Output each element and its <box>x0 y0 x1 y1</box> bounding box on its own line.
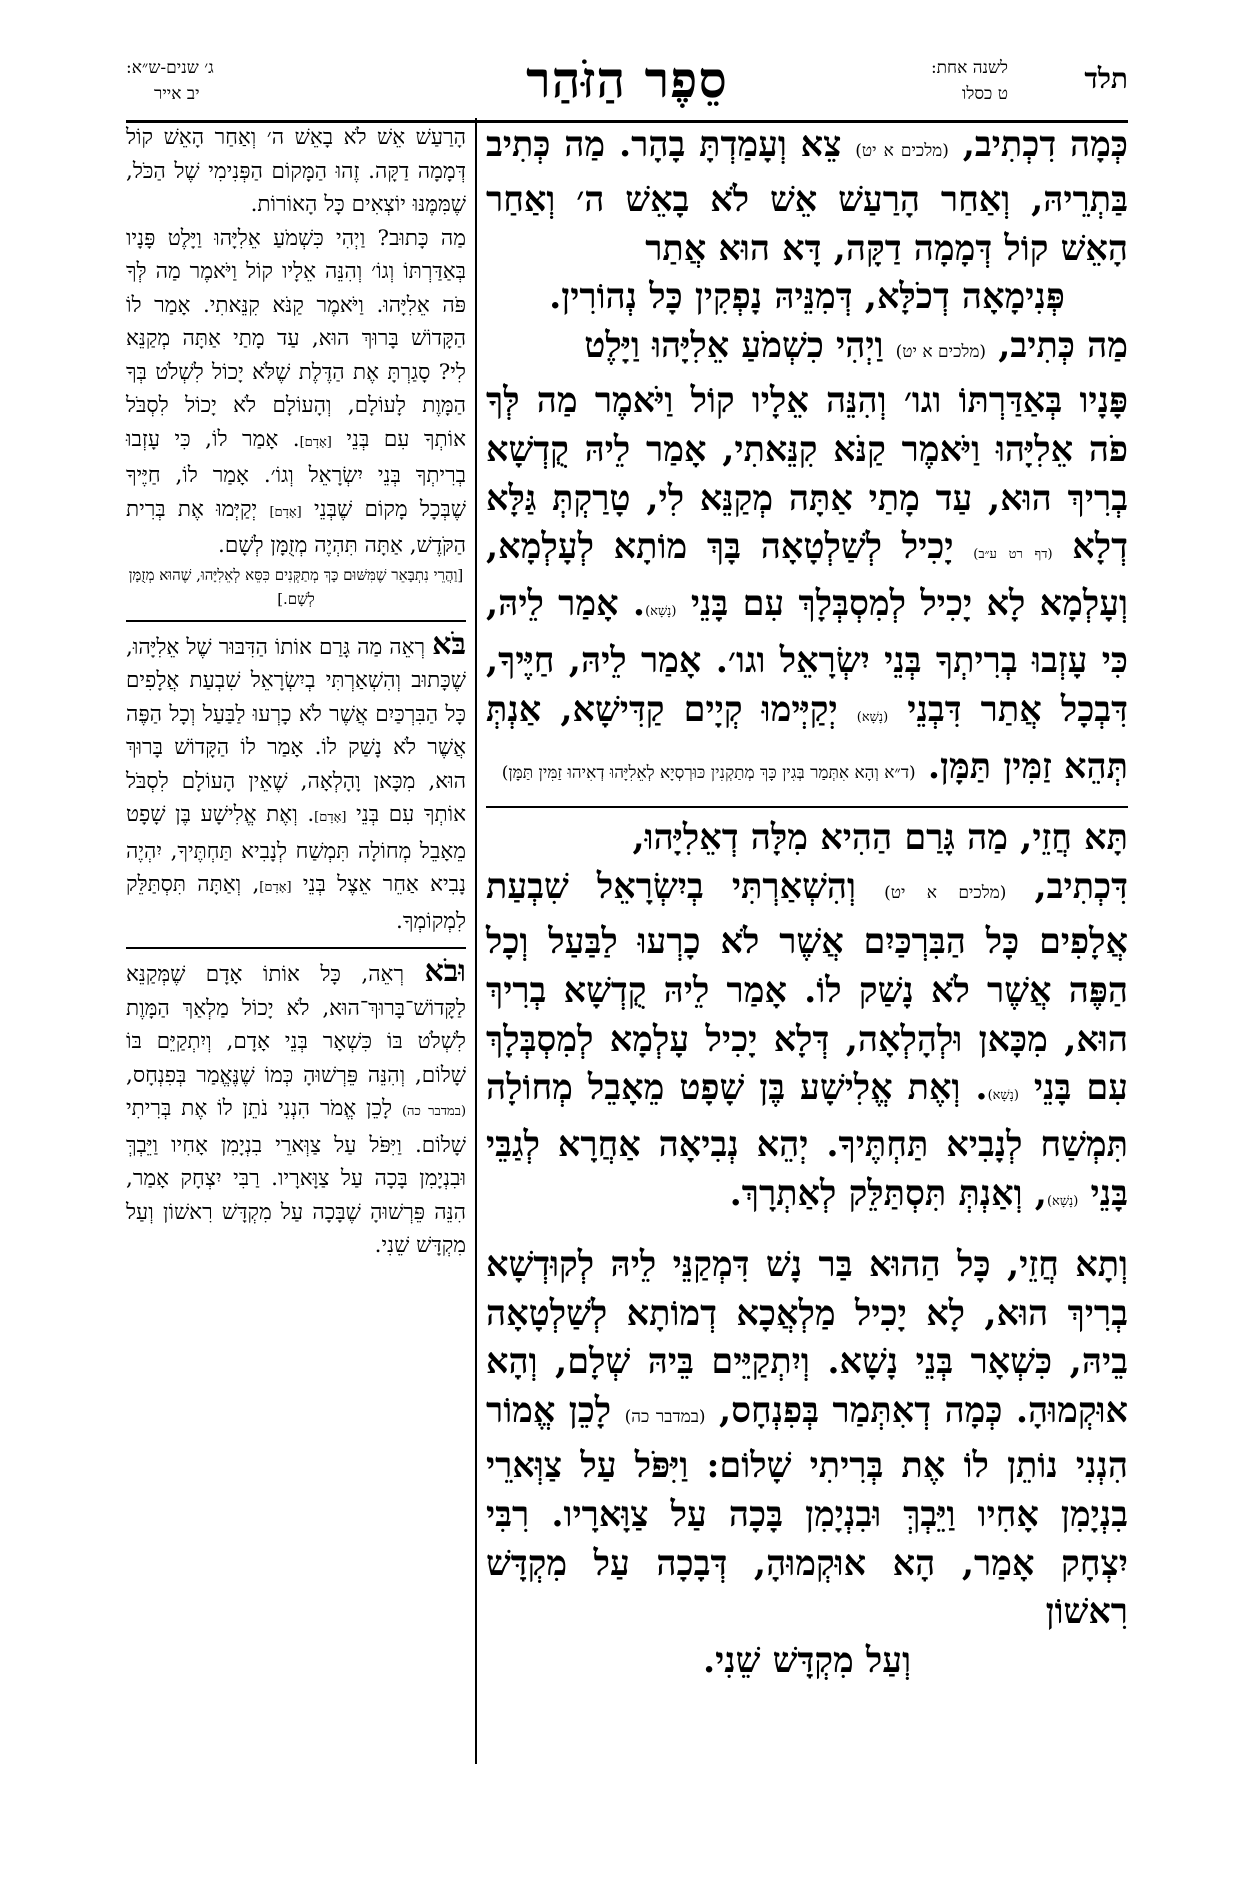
text: דִּכְתִיב, <box>1006 866 1128 908</box>
verse-reference: (במדבר כה) <box>624 1407 706 1428</box>
text: לָכֵן אֱמוֹר הִנְנִי נוֹתֵן לוֹ אֶת בְּרִיתִי שָׁלוֹם: וַיִּפֹּל עַל צַוְּארֵי בִנְיָמִן אָחִיו וַיֵּבְךְּ וּבִנְיָמִן בָּכָה עַל צַוָּארָיו. רִבִּי יִצְחָק אָמַר, הָא אוּקְמוּהָ, דְּבָכָה עַל מִקְדָּשׁ רִאשׁוֹן <box>486 1390 1128 1633</box>
text: רְאֵה, כָּל אוֹתוֹ אָדָם שֶׁמְּקַנֵּא לַקָּדוֹשׁ־בָּרוּךְ־הוּא, לֹא יָכוֹל מַלְאַךְ הַמָּוֶת לִשְׁלֹט בּוֹ כִּשְׁאָר בְּנֵי אָדָם, וְיִתְקַיֵּם בּוֹ שָׁלוֹם, וְהִנֵּה פֵּרְשׁוּהָ כְּמוֹ שֶׁנֶּאֱמַר בְּפִנְחָס, <box>126 962 466 1088</box>
main-paragraph-1 <box>486 121 1128 273</box>
verse-reference: (במדבר כה) <box>401 1104 467 1119</box>
main-paragraph-3-cont <box>486 863 1128 1227</box>
text: לָכֵן אֱמֹר הִנְנִי נֹתֵן לוֹ אֶת בְּרִיתִי שָׁלוֹם. וַיִּפֹּל עַל צַוְּארֵי בִנְיָמִן אָחִיו וַיֵּבְךְּ וּבִנְיָמִן בָּכָה עַל צַוָּארָיו. רַבִּי יִצְחָק אָמַר, הִנֵּה פֵּרְשׁוּהָ שֶׁבָּכָה עַל מִקְדָּשׁ רִאשׁוֹן וְעַל מִקְדָּשׁ שֵׁנִי. <box>126 1096 466 1258</box>
text: מַה כְּתִיב, <box>986 325 1128 367</box>
adam-note: [אָדָם] <box>259 880 292 895</box>
side-bracket-note: [וַהֲרֵי נִתְבָּאֵר שֶׁמִּשּׁוּם כָּךְ מְתַקְּנִים כִּסֵּא לְאֵלִיָּהוּ, שֶׁהוּא מְזֻמָּן לְשָׁם.] <box>128 565 464 608</box>
section-separator <box>126 620 466 622</box>
nasha-note: (נָשָׁא) <box>645 604 677 620</box>
text: מַה כָּתוּב? וַיְהִי כִּשְׁמֹעַ אֵלִיָּהוּ וַיָּלֶט פָּנָיו בְּאַדַּרְתּוֹ וְגוֹ׳ וְהִנֵּה אֵלָיו קוֹל וַיֹּאמֶר מַה לְּךָ פֹּה אֵלִיָּהוּ. וַיֹּאמֶר קַנֹּא קִנֵּאתִי. אָמַר לוֹ הַקָּדוֹשׁ בָּרוּךְ הוּא, עַד מָתַי אַתָּה מְקַנֵּא לִי? סָגַרְתָּ אֶת הַדֶּלֶת שֶׁלֹּא יָכוֹל לִשְׁלֹט בְּךָ הַמָּוֶת לָעוֹלָם, וְהָעוֹלָם לֹא יָכוֹל לִסְבֹּל אוֹתְךָ עִם בְּנֵי <box>126 225 466 452</box>
side-paragraph-3 <box>126 628 466 939</box>
text: צֵא וְעָמַדְתָּ בָהָר. מַה כְּתִיב בַּתְרֵיהּ, וְאַחַר הָרַעַשׁ אֵשׁ לֹא בָאֵשׁ ה׳ וְאַחַר הָאֵשׁ קוֹל דְּמָמָה דַקָּה, דָּא הוּא אֲתַר <box>486 124 1128 269</box>
text: . אָמַר לֵיהּ, כִּי עָזְבוּ בְרִיתְךָ בְּנֵי יִשְׂרָאֵל וגו׳. אָמַר לֵיהּ, חַיֶּיךָ, דִּבְכָל אֲתַר דִּבְנֵי <box>486 583 1128 730</box>
text: יָכִיל לְשַׁלְטָאָה בָּךְ מוֹתָא לְעָלְמָא, וְעָלְמָא לָא יָכִיל לְמִסְבְּלָךְ עִם בָּנֵי <box>486 526 1128 625</box>
main-paragraph-2 <box>486 322 1128 377</box>
text: וַיְהִי כִשְׁמֹעַ אֵלִיָּהוּ וַיָּלֶט <box>584 325 896 367</box>
main-paragraph-4 <box>486 1241 1128 1637</box>
main-paragraph-3 <box>486 814 1128 863</box>
verse-reference: (מלכים א יט) <box>884 883 1007 904</box>
text: פָּנָיו בְּאַדַּרְתּוֹ וגו׳ וְהִנֵּה אֵלָיו קוֹל וַיֹּאמֶר מַה לְּךָ פֹה אֵלִיָּהוּ וַיֹּאמֶר קַנֹּא קִנֵּאתִי, אָמַר לֵיהּ קֻדְשָׁא בְרִיךְ הוּא, עַד מָתַי אַתָּה מְקַנֵּא לִי, טָרַקְתְּ גַּלָּא דְלָא <box>486 379 1128 568</box>
opening-word: וּבֹא <box>424 954 466 989</box>
text: יְקַיְּימוּ קְיָים קַדִּישָׁא, אַנְתְּ תְּהֵא זַמִּין תַּמָּן. <box>486 688 1128 787</box>
text: כְּמָה דִכְתִיב, <box>948 124 1128 165</box>
page-title: סֵפֶר הַזֹּהַר <box>526 50 728 109</box>
section-separator <box>486 806 1128 808</box>
verse-reference: (מלכים א יט) <box>855 141 949 161</box>
text: וְהִשְׁאַרְתִּי בְיִשְׂרָאֵל שִׁבְעַת אֲלָפִים כָּל הַבִּרְכַּיִם אֲשֶׁר לֹא כָרְעוּ לַבַּעַל וְכָל הַפֶּה אֲשֶׁר לֹא נָשַׁק לוֹ. אָמַר לֵיהּ קֻדְשָׁא בְרִיךְ הוּא, מִכָּאן וּלְהָלְאָה, דְּלָא יָכִיל עָלְמָא לְמִסְבְּלָךְ עִם בָּנֵי <box>486 866 1128 1109</box>
section-separator <box>126 947 466 949</box>
main-paragraph-2-cont <box>486 377 1128 797</box>
column-divider <box>475 118 477 1764</box>
side-paragraph-2 <box>126 222 466 563</box>
one-year-schedule: לשנה אחת: <box>930 58 1008 78</box>
aramaic-main-column <box>486 121 1128 1686</box>
opening-word: בֹּא <box>432 626 466 662</box>
text: . וְאֶת אֱלִישָׁע בֶּן שָׁפָט מֵאָבֵל מְחוֹלָה תִּמְשַׁח לְנָבִיא תַּחְתֶּיךָ, יִהְיֶה נָבִיא אַחֵר אֵצֶל בְּנֵי <box>126 802 467 897</box>
text: , וְאַנְתְּ תִּסְתַּלֵּק לְאַתְרָךְ. <box>729 1172 1047 1214</box>
adam-note: [אָדָם] <box>299 434 332 450</box>
text: תָּא חֲזֵי, מַה גָּרַם הַהִיא מִלָּה דְאֵלִיָּהוּ, <box>632 817 1128 859</box>
side-paragraph-4 <box>126 955 466 1263</box>
nasha-note: (נָשָׁא) <box>987 1088 1019 1104</box>
text: , וְאַתָּה תִּסְתַּלֵּק לִמְקוֹמְךָ. <box>126 872 466 934</box>
three-year-schedule: ג׳ שנים-ש״א: <box>126 58 214 78</box>
adam-note: [אָדָם] <box>314 810 347 825</box>
three-year-date: יב אייר <box>154 84 200 104</box>
text: . וְאֶת אֱלִישָׁע בֶּן שָׁפָט מֵאָבֵל מְחוֹלָה תִּמְשַׁח לְנָבִיא תַּחְתֶּיךָ. יְהֵא נְבִיאָה אַחֲרָא לְגַבֵּי בָּנֵי <box>486 1067 1128 1214</box>
adam-note: [אָדָם] <box>269 504 302 520</box>
main-paragraph-1-end: פְּנִימָאָה דְכֹלָּא, דְּמִנֵּיהּ נָפְקִין כָּל נְהוֹרִין. <box>549 276 1065 318</box>
hebrew-translation-column <box>126 121 466 1263</box>
one-year-date: ט כסלו <box>962 84 1008 104</box>
text: יְקַיְּמוּ אֶת בְּרִית הַקֹּדֶשׁ, אַתָּה תִּהְיֶה מְזֻמָּן לְשָׁם. <box>126 496 466 558</box>
nasha-note: (נָשָׁא) <box>1046 1193 1079 1209</box>
verse-reference: (מלכים א יט) <box>895 342 987 363</box>
text: רְאֵה מַה גָּרַם אוֹתוֹ הַדִּבּוּר שֶׁל אֵלִיָּהוּ, שֶׁכָּתוּב וְהִשְׁאַרְתִּי בְיִשְׂרָאֵל שִׁבְעַת אֲלָפִים כָּל הַבִּרְכַּיִם אֲשֶׁר לֹא כָרְעוּ לַבַּעַל וְכָל הַפֶּה אֲשֶׁר לֹא נָשַׁק לוֹ. אָמַר לוֹ הַקָּדוֹשׁ בָּרוּךְ הוּא, מִכָּאן וָהָלְאָה, שֶׁאֵין הָעוֹלָם לִסְבֹּל אוֹתְךָ עִם בְּנֵי <box>126 634 466 827</box>
page-reference: (דף רט ע״ב) <box>973 547 1053 563</box>
main-paragraph-4-end: וְעַל מִקְדָּשׁ שֵׁנִי. <box>702 1640 912 1682</box>
text: . אָמַר לוֹ, כִּי עָזְבוּ בְרִיתְךָ בְּנֵי יִשְׂרָאֵל וְגוֹ׳. אָמַר לוֹ, חַיֶּיךָ שֶׁבְּכָל מָקוֹם שֶׁבְּנֵי <box>126 426 466 522</box>
nasha-note: (נָשָׁא) <box>856 709 889 725</box>
text: וְתָא חֲזֵי, כָּל הַהוּא בַּר נָשׁ דִּמְקַנֵּי לֵיהּ לְקוּדְשָׁא בְרִיךְ הוּא, לָא יָכִיל מַלְאֲכָא דְמוֹתָא לְשַׁלְטָאָה בֵיהּ, כִּשְׁאָר בְּנֵי נָשָׁא. וְיִתְקַיֵּים בֵּיהּ שְׁלָם, וְהָא אוּקְמוּהָ. כְּמָה דְאִתְּמַר בְּפִנְחָס, <box>486 1243 1129 1432</box>
side-paragraph-1: הָרַעַשׁ אֵשׁ לֹא בָאֵשׁ ה׳ וְאַחַר הָאֵשׁ קוֹל דְּמָמָה דַקָּה. זֶהוּ הַמָּקוֹם הַפְּנִימִי שֶׁל הַכֹּל, שֶׁמִּמֶּנּוּ יוֹצְאִים כָּל הָאוֹרוֹת. <box>126 125 466 217</box>
daf-number: תלד <box>1084 62 1128 95</box>
page-header <box>126 50 1128 126</box>
alt-reading-note: (ד״א וְהָא אִתְּמַר בְּגִין כָּךְ מְתַקְנִין כּוּרְסְיָא לְאֵלִיָּהוּ דְאִיהוּ זַמִּין תַּמָּן) <box>501 762 916 783</box>
